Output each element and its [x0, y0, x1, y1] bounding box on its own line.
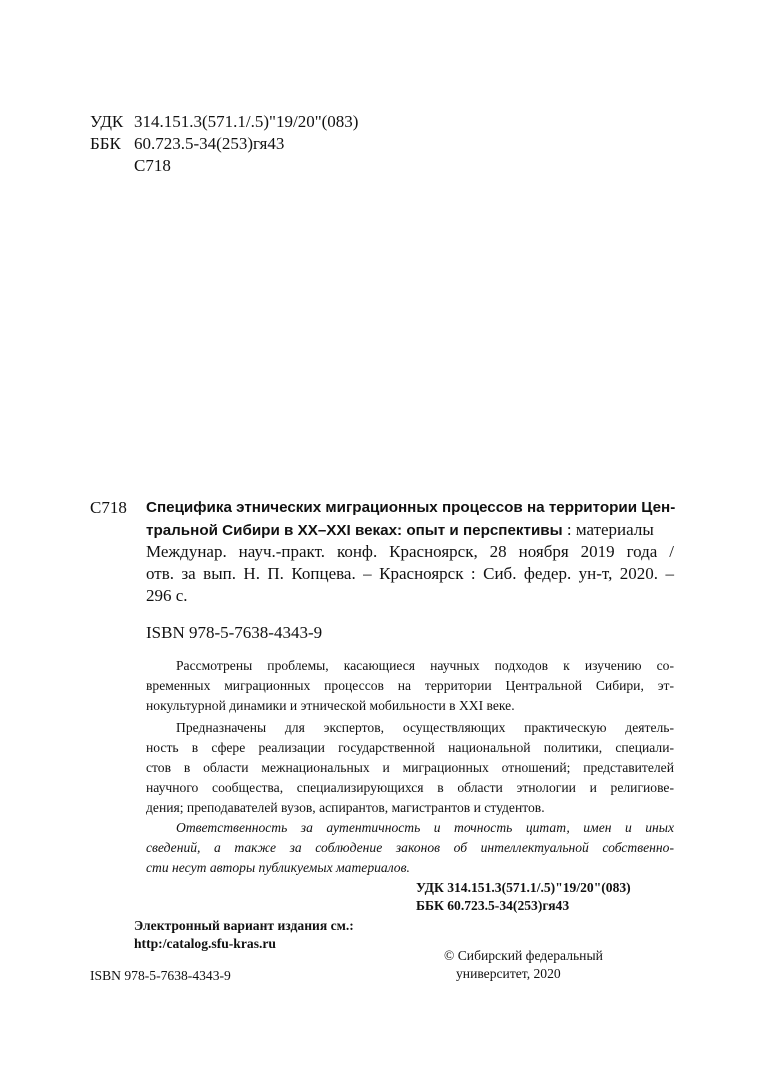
entry-title-line1: Специфика этнических миграционных процессов на территории Цен- [146, 499, 676, 516]
entry-line2 [146, 519, 674, 542]
entry-materials: : материалы [562, 520, 654, 539]
electronic-version-label: Электронный вариант издания см.: [134, 918, 354, 933]
annotation-p2-l1: Предназначены для экспертов, осуществляющих практическую деятель- [176, 720, 674, 735]
annotation-p1-l1: Рассмотрены проблемы, касающиеся научных подходов к изучению со- [176, 658, 674, 673]
electronic-version-url[interactable]: http:/catalog.sfu-kras.ru [134, 936, 276, 951]
copyright-line1: © Сибирский федеральный [444, 948, 603, 963]
annotation-p2-l4: научного сообщества, специализирующихся в области этнологии и религиове- [146, 780, 674, 795]
disclaimer-l1: Ответственность за аутентичность и точность цитат, имен и иных [176, 820, 674, 835]
entry-pages: 296 с. [146, 586, 188, 605]
bbk-label: ББК [90, 134, 121, 153]
footer-isbn: ISBN 978-5-7638-4343-9 [90, 968, 231, 983]
disclaimer-l3: сти несут авторы публикуемых материалов. [146, 860, 410, 875]
entry-line3: Междунар. науч.-практ. конф. Красноярск, 28 ноября 2019 года / [146, 542, 674, 561]
annotation-p2-l5: дения; преподавателей вузов, аспирантов, магистрантов и студентов. [146, 800, 545, 815]
udk-label: УДК [90, 112, 124, 131]
udk-code: 314.151.3(571.1/.5)"19/20"(083) [134, 112, 359, 131]
annotation-p1-l3: нокультурной динамики и этнической мобильности в XXI веке. [146, 698, 515, 713]
entry-line4: отв. за вып. Н. П. Копцева. – Красноярск : Сиб. федер. ун-т, 2020. – [146, 564, 674, 583]
entry-mark: С718 [90, 498, 127, 517]
bbk-code: 60.723.5-34(253)гя43 [134, 134, 285, 153]
author-mark: С718 [134, 156, 171, 175]
copyright-line2: университет, 2020 [456, 966, 561, 981]
annotation-p2-l3: стов в области межнациональных и миграционных отношений; представителей [146, 760, 674, 775]
annotation-p1-l2: временных миграционных процессов на территории Центральной Сибири, эт- [146, 678, 674, 693]
entry-isbn: ISBN 978-5-7638-4343-9 [146, 623, 323, 642]
annotation-p2-l2: ность в сфере реализации государственной национальной политики, специали- [146, 740, 674, 755]
disclaimer-l2: сведений, а также за соблюдение законов об интеллектуальной собственно- [146, 840, 674, 855]
footer-udk: УДК 314.151.3(571.1/.5)"19/20"(083) [416, 880, 631, 895]
footer-bbk: ББК 60.723.5-34(253)гя43 [416, 898, 570, 913]
entry-title-line2: тральной Сибири в XX–XXI веках: опыт и перспективы [146, 522, 563, 539]
